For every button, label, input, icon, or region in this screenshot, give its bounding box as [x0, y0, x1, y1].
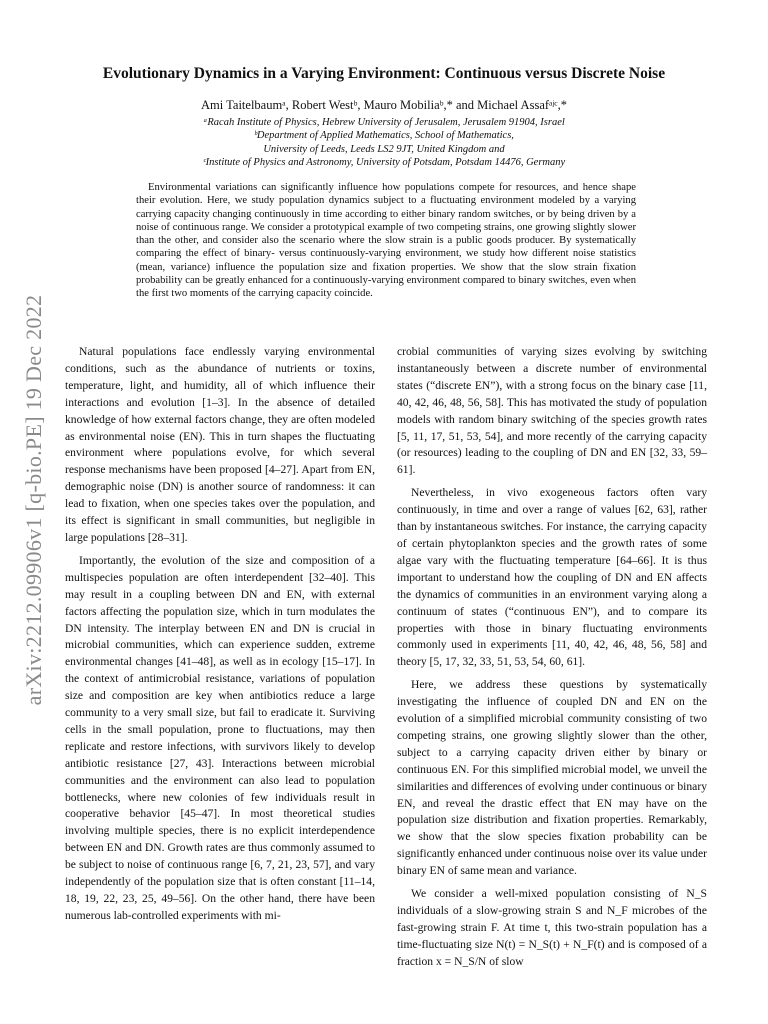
abstract: Environmental variations can significantly influence how populations compete for resources, and hence shape their evolution. Here, we study population dynamics subject to a fluctuating environment modeled by a varying carrying capacity changing continuously in time according to either binary random switches, or by being driven by a noise of continuous range. We consider a prototypical example of two competing strains, one growing slightly slower than the other, and consider also the scenario where the slow strain is a public goods producer. By systematically comparing the effect of binary- versus continuously-varying environment, we study how different noise statistics (mean, variance) influence the population size and fixation properties. We show that the slow strain fixation probability can be greatly enhanced for a continuously-varying environment compared to binary switches, even when the first two moments of the carrying capacity coincide. — [136, 182, 636, 300]
body-paragraph: Natural populations face endlessly varying environmental conditions, such as the abundance of nutrients or toxins, temperature, light, and humidity, all of which influence their interactions and evolution [1–3]. In the absence of detailed knowledge of how external factors change, they are often modeled as environmental noise (EN). This in turn shapes the fluctuating environment where populations evolve, for which several response mechanisms have been proposed [4–27]. Apart from EN, demographic noise (DN) is another source of randomness: it can lead to fixation, when one species takes over the population, and its effect is significant in small communities, but negligible in large populations [28–31]. — [65, 345, 375, 544]
body-paragraph: We consider a well-mixed population consisting of N_S individuals of a slow-growing strain S and N_F microbes of the fast-growing strain F. At time t, this two-strain population has a time-fluctuating size N(t) = N_S(t) + N_F(t) and is composed of a fraction x = N_S/N of slow — [397, 887, 707, 968]
affiliation-line: ᶜInstitute of Physics and Astronomy, University of Potsdam, Potsdam 14476, Germany — [202, 157, 566, 169]
body-column-right — [397, 344, 707, 977]
affiliation-line: ᵃRacah Institute of Physics, Hebrew University of Jerusalem, Jerusalem 91904, Israel — [203, 117, 565, 128]
affiliation-line: University of Leeds, Leeds LS2 9JT, United Kingdom and — [263, 143, 505, 155]
arxiv-identifier-stamp: arXiv:2212.09906v1 [q-bio.PE] 19 Dec 2022 — [21, 294, 46, 706]
body-paragraph: Importantly, the evolution of the size and composition of a multispecies population are often interdependent [32–40]. This may result in a coupling between DN and EN, with external factors affecting the population size, which in turn modulates the DN intensity. The interplay between EN and DN is crucial in microbial communities, which can experience sudden, extreme environmental changes [41–48], as well as in ecology [15–17]. In the context of antimicrobial resistance, variations of population size and composition are key when antibiotics reduce a large community to a very small size, but fail to eradicate it. Surviving cells in the small population, prone to fluctuations, may then replicate and restore infections, with survivors likely to develop antibiotic resistance [27, 43]. Interactions between microbial communities and the environment can also lead to population bottlenecks, where new colonies of few individuals result in cooperative behavior [45–47]. In most theoretical studies involving multiple species, there is no explicit interdependence between EN and DN. Growth rates are thus commonly assumed to be subject to noise of continuous range [6, 7, 21, 23, 57], and vary independently of the population size that is often constant [11–14, 18, 19, 22, 23, 25, 49–56]. On the other hand, there have been numerous lab-controlled experiments with mi- — [65, 553, 375, 922]
affiliation-line: ᵇDepartment of Applied Mathematics, School of Mathematics, — [254, 130, 514, 142]
affiliations — [64, 116, 704, 170]
author-list: Ami Taitelbaumᵃ, Robert Westᵇ, Mauro Mobiliaᵇ,* and Michael Assafᵃʲᶜ,* — [201, 98, 567, 112]
paper-title: Evolutionary Dynamics in a Varying Environment: Continuous versus Discrete Noise — [102, 65, 666, 82]
body-paragraph: Here, we address these questions by systematically investigating the influence of coupled DN and EN on the evolution of a simplified microbial community consisting of two competing strains, one growing slightly slower than the other, subject to a carrying capacity driven either by binary or continuous EN. For this simplified microbial model, we unveil the similarities and differences of evolving under continuous or binary EN, and reveal the drastic effect that EN may have on the population size distribution and fixation properties. Remarkably, we show that the slow species fixation probability can be significantly enhanced under continuous noise over its value under binary EN of same mean and variance. — [397, 678, 707, 878]
body-column-left — [65, 344, 375, 931]
body-paragraph: Nevertheless, in vivo exogeneous factors often vary continuously, in time and over a range of values [62, 63], rather than by instantaneous switches. For instance, the carrying capacity of certain phytoplankton species and the growth rates of some algae vary with the fluctuating temperature [64–66]. It is thus important to understand how the coupling of DN and EN affects the dynamics of communities in an environment varying along a continuum of states (“continuous EN”), and to compare its properties with those in binary fluctuating environments commonly used in experiments [11, 40, 42, 46, 48, 56, 58] and theory [5, 17, 32, 33, 51, 53, 54, 60, 61]. — [397, 486, 707, 669]
body-paragraph: crobial communities of varying sizes evolving by switching instantaneously between a discrete number of environmental states (“discrete EN”), with a strong focus on the binary case [11, 40, 42, 46, 48, 56, 58]. This has motivated the study of population models with random binary switching of the species growth rates [5, 11, 17, 51, 53, 54], and more recently of the carrying capacity (or resources) leading to the coupling of DN and EN [32, 33, 59–61]. — [397, 345, 707, 477]
